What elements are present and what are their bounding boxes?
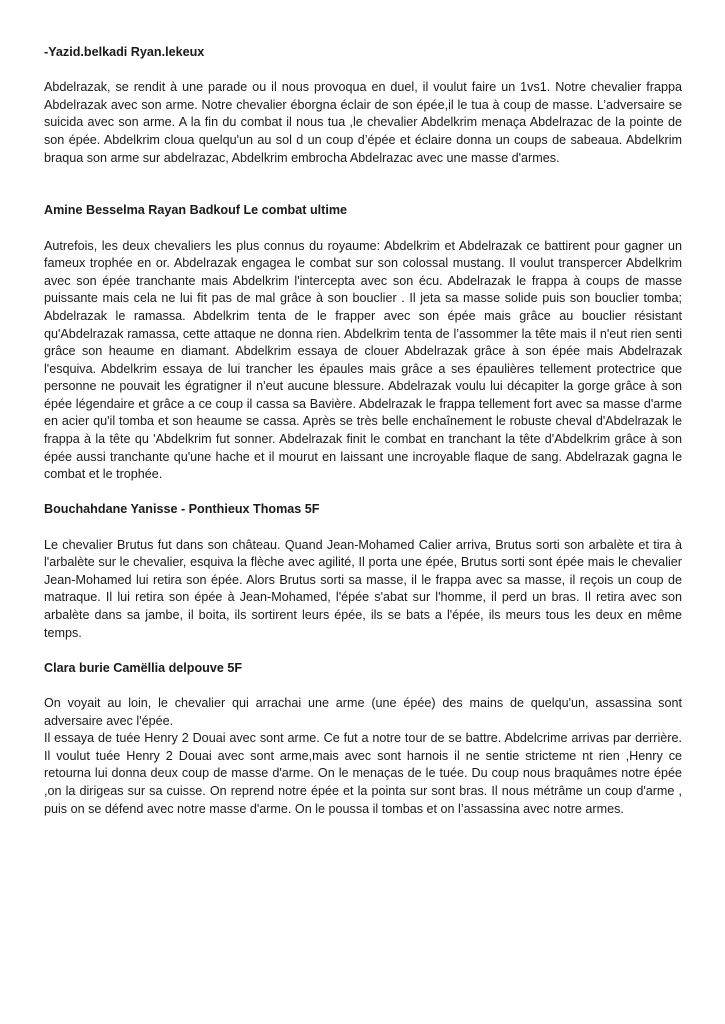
section-spacer (44, 484, 682, 502)
story-title-3: Bouchahdane Yanisse - Ponthieux Thomas 5F (44, 502, 320, 517)
section-spacer (44, 167, 682, 202)
story-paragraph: Autrefois, les deux chevaliers les plus connus du royaume: Abdelkrim et Abdelrazak ce battirent pour gagner un fameux trophée en or. Abdelrazak engagea le combat sur son colossal mustang. Il voulut transpercer Abdelkrim avec son épée tranchante mais Abdelkrim l'intercepta avec son écu. Abdelrazak le frappa à coups de masse puissante mais cela ne lui fit pas de mal grâce à son bouclier . Il jeta sa masse solide puis son bouclier tomba; Abdelrazak le ramassa. Abdelkrim tenta de le frapper avec son épée mais grâce au bouclier résistant qu'Abdelrazak ramassa, cette attaque ne donna rien. Abdelkrim tenta de l’assommer la tête mais il n'eut rien senti grâce son heaume en diamant. Abdelkrim essaya de clouer Abdelrazak grâce à son épée mais Abdelrazak l'esquiva. Abdelkrim essaya de lui trancher les épaules mais grâce a ses épaulières tellement protectrice que personne ne pouvait les égratigner il n'eut aucune blessure. Abdelrazak voulu lui décapiter la gorge grâce à son épée légendaire et grâce a ce coup il cassa sa Bavière. Abdelrazak le frappa tellement fort avec sa masse d'arme en acier qu'il tomba et son heaume se cassa. Après se très belle enchaînement le robuste cheval d'Abdelrazak le frappa à la tête qu 'Abdelkrim fut sonner. Abdelrazak finit le combat en tranchant la tête d'Abdelkrim grâce à son épée aussi tranchante qu'une hache et il mourut en laissant une incroyable flaque de sang. Abdelrazak gagna le combat et le trophée. (44, 238, 682, 482)
story-title-4: Clara burie Camëllia delpouve 5F (44, 660, 243, 675)
story-paragraph: Il essaya de tuée Henry 2 Douai avec sont arme. Ce fut a notre tour de se battre. Abdelcrime arrivas par derrière. Il voulut tuée Henry 2 Douai avec sont arme,mais avec sont harnois il ne sentie stricteme nt rien ,Henry ce retourna lui donna deux coup de masse d'arme. On le menaças de le tuée. Du coup nous braquâmes notre épée ,on la dirigeas sur sa cuisse. On reprend notre épée et la pointa sur sont bras. Il nous métrâme un coup d'arme , puis on se défend avec notre masse d'arme. On le poussa il tombas et on l’assassina avec notre armes. (44, 731, 682, 816)
story-section-4 (44, 660, 682, 818)
story-paragraph: On voyait au loin, le chevalier qui arrachai une arme (une épée) des mains de quelqu'un, assassina sont adversaire avec l'épée. (44, 695, 682, 728)
document-body (44, 44, 682, 818)
story-paragraph: Abdelrazak, se rendit à une parade ou il nous provoqua en duel, il voulut faire un 1vs1. Notre chevalier frappa Abdelrazak avec son arme. Notre chevalier éborgna éclair de son épée,il le tua à coup de masse. L’adversaire se suicida avec son arme. A la fin du combat il nous tua ,le chevalier Abdelkrim menaça Abdelrazac de la pointe de son épée. Abdelkrim cloua quelqu'un au sol d un coup d’épée et éclaire donna un coups de sabeaua. Abdelkrim braqua son arme sur abdelrazac, Abdelkrim embrocha Abdelrazac avec une masse d'armes. (44, 80, 682, 165)
story-title-2: Amine Besselma Rayan Badkouf Le combat ultime (44, 203, 348, 218)
story-title-1: -Yazid.belkadi Ryan.lekeux (44, 45, 205, 59)
story-section-1 (44, 44, 682, 167)
story-paragraph: Le chevalier Brutus fut dans son château. Quand Jean-Mohamed Calier arriva, Brutus sorti son arbalète et tira à l'arbalète sur le chevalier, esquiva la flèche avec agilité, Il porta une épée, Brutus sorti sont épée mais le chevalier Jean-Mohamed lui retira son épée. Alors Brutus sorti sa masse, il le frappa avec sa masse, il reçois un coup de matraque. Il lui retira son épée à Jean-Mohamed, l'épée s'abat sur l'homme, il perd un bras. Il retira avec son arbalète dans sa jambe, il boita, ils sortirent leurs épée, ils se bats a l'épée, ils meurs tous les deux en même temps. (44, 537, 682, 640)
story-section-2 (44, 202, 682, 484)
story-section-3 (44, 501, 682, 642)
section-spacer (44, 642, 682, 660)
